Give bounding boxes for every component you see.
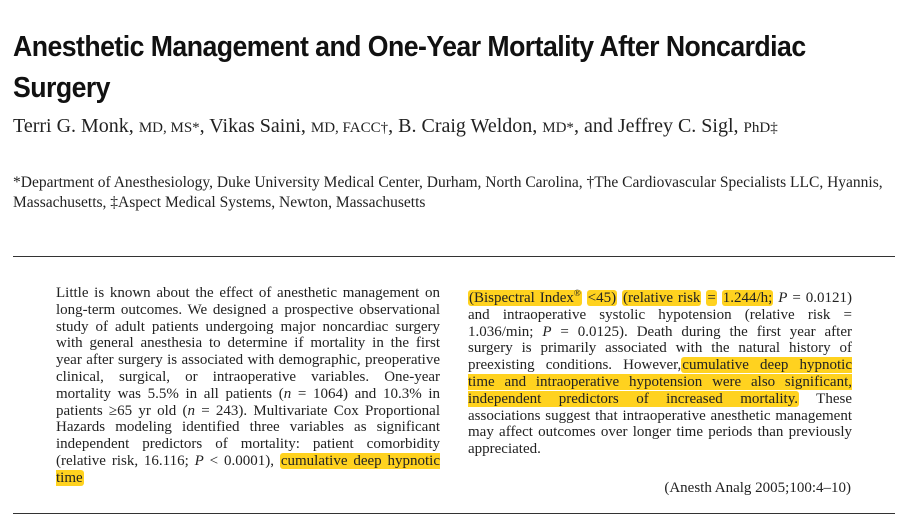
author-name: , Vikas Saini,	[199, 115, 311, 137]
affiliations: *Department of Anesthesiology, Duke University Medical Center, Durham, North Carolina, †The Cardiovascular Specialists LLC, Hyannis, Massachusetts, ‡Aspect Medical Systems, Newton, Massachusetts	[13, 174, 883, 211]
italic-n: n	[283, 385, 292, 402]
abstract-text: = 243). Multivariate Cox Proportional Hazards modeling identified three variables as significant independent predictors of mortality: patient comorbidity (relative risk, 16.116;	[56, 402, 440, 469]
abstract-left-column	[56, 285, 440, 487]
author-degree: MD*	[542, 120, 574, 136]
highlight[interactable]: 1.244/h;	[722, 290, 773, 306]
registered-mark: ®	[573, 288, 581, 298]
author-name: , and Jeffrey C. Sigl,	[573, 115, 744, 137]
abstract-right-column	[468, 285, 852, 458]
top-divider	[13, 256, 895, 257]
highlight[interactable]: =	[707, 290, 716, 306]
highlight[interactable]: cumulative deep hypnotic time	[56, 452, 440, 486]
highlight[interactable]: (relative risk	[623, 290, 701, 306]
abstract-text: < 0.0001),	[203, 452, 280, 469]
bottom-divider	[13, 513, 895, 514]
highlight[interactable]: <45)	[587, 290, 617, 306]
italic-p: P	[778, 290, 788, 306]
author-degree: PhD‡	[743, 120, 778, 136]
highlight[interactable]: cumulative deep hypnotic time and intraoperative hypotension were also significant, independent predictors of increased mortality.	[468, 357, 852, 407]
abstract-text: = 1064) and 10.3% in patients ≥65 yr old (	[56, 385, 440, 419]
abstract-text: Little is known about the effect of anesthetic management on long-term outcomes. We designed a prospective observational study of adult patients undergoing major noncardiac surgery with general anesthesia to determine if mortality in the first year after surgery is associated with demographic, preoperative clinical, surgical, or intraoperative variables. One-year mortality was 5.5% in all patients (	[56, 285, 440, 402]
abstract-text: = 0.0125). Death during the first year after surgery is primarily associated with the natural history of preexisting conditions. However,	[468, 323, 852, 374]
highlight[interactable]	[468, 290, 582, 306]
paper-title: Anesthetic Management and One-Year Mortality After Noncardiac Surgery	[13, 31, 806, 105]
author-name: , B. Craig Weldon,	[388, 115, 543, 137]
abstract-text: = 0.0121) and intraoperative systolic hypotension (relative risk = 1.036/min;	[468, 290, 852, 340]
author-list	[13, 113, 883, 141]
citation: (Anesth Analg 2005;100:4–10)	[664, 480, 851, 496]
author-name: Terri G. Monk,	[13, 115, 139, 137]
abstract-text: These associations suggest that intraoperative anesthetic management may affect outcomes over longer time periods than previously appreciated.	[468, 390, 852, 458]
italic-p: P	[194, 452, 204, 469]
italic-p: P	[542, 323, 552, 340]
author-degree: MD, FACC†	[310, 120, 389, 136]
italic-n: n	[187, 402, 195, 419]
author-degree: MD, MS*	[138, 120, 200, 136]
highlight-text: (Bispectral Index	[469, 290, 574, 306]
